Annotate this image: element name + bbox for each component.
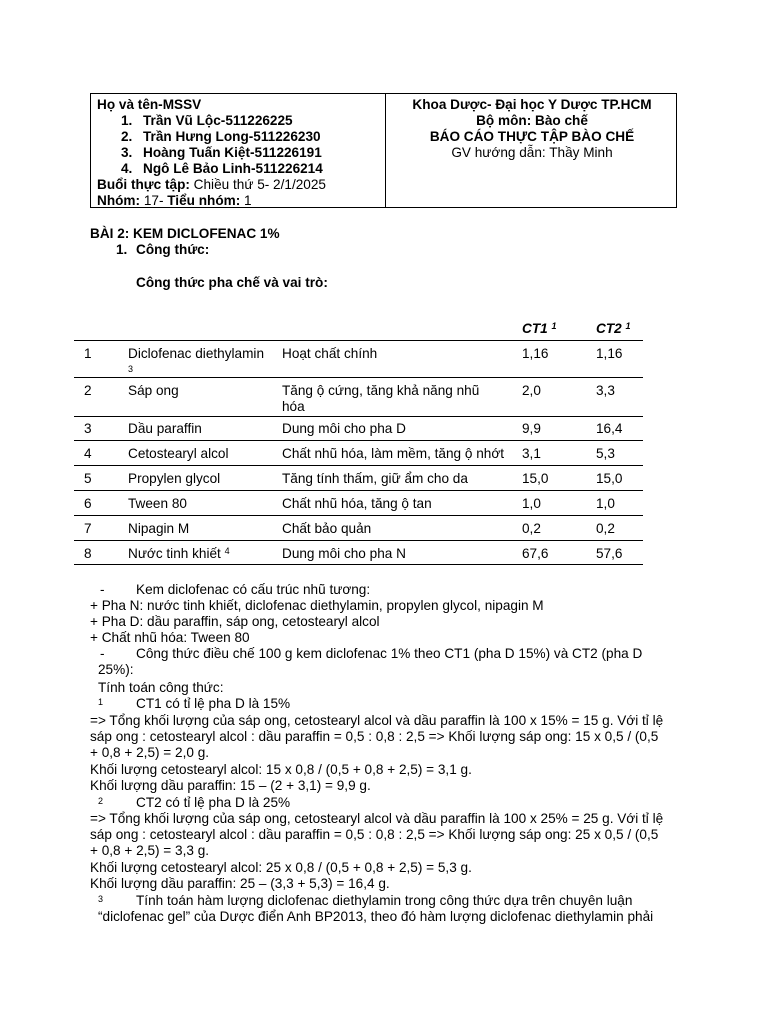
header-left-title: Họ và tên-MSSV xyxy=(97,97,202,112)
pha-n-line: + Pha N: nước tinh khiết, diclofenac diethylamin, propylen glycol, nipagin M xyxy=(90,598,544,613)
row-4-ct2: 5,3 xyxy=(596,446,615,461)
member-4-num: 4. xyxy=(121,161,133,176)
row-1-ct1: 1,16 xyxy=(522,346,549,361)
row-7-no: 7 xyxy=(84,521,92,536)
row-3-name: Dầu paraffin xyxy=(128,421,202,436)
row-2-role-line2: hóa xyxy=(282,399,305,414)
row-2-ct1: 2,0 xyxy=(522,383,541,398)
member-2-num: 2. xyxy=(121,129,133,144)
member-1-name: Trần Vũ Lộc-511226225 xyxy=(143,113,293,128)
table-rule-6 xyxy=(74,515,643,516)
ct2-line-1: => Tổng khối lượng của sáp ong, cetostearyl alcol và dầu paraffin là 100 x 25% = 25 g. Với tỉ lệ xyxy=(90,811,664,826)
ct1-line-2: sáp ong : cetostearyl alcol : dầu paraffin = 0,5 : 0,8 : 2,5 => Khối lượng sáp ong: 15 x 0,5 / (0,5 xyxy=(90,729,659,744)
row-1-name-note: 3 xyxy=(128,364,134,374)
faculty: Khoa Dược- Đại học Y Dược TP.HCM xyxy=(412,97,652,112)
row-5-name: Propylen glycol xyxy=(128,471,221,486)
header-ct2: CT2 $^1$ xyxy=(596,321,631,336)
ct1-line-3: + 0,8 + 2,5) = 2,0 g. xyxy=(90,745,210,760)
row-6-ct1: 1,0 xyxy=(522,496,541,511)
session-line xyxy=(97,177,326,193)
row-6-no: 6 xyxy=(84,496,92,511)
row-3-ct2: 16,4 xyxy=(596,421,623,436)
ct2-line-2: sáp ong : cetostearyl alcol : dầu paraffin = 0,5 : 0,8 : 2,5 => Khối lượng sáp ong: 25 x 0,5 / (0,5 xyxy=(90,827,659,842)
row-8-ct1: 67,6 xyxy=(522,546,549,561)
session-value: Chiều thứ 5- 2/1/2025 xyxy=(189,177,326,192)
header-ct1: CT1 $^1$ xyxy=(522,321,557,336)
table-rule-1 xyxy=(74,377,643,378)
item-1-number: 1. xyxy=(116,242,128,257)
row-1-no: 1 xyxy=(84,346,92,361)
note-3-line-2: “diclofenac gel” của Dược điển Anh BP2013, theo đó hàm lượng diclofenac diethylamin phải xyxy=(98,909,654,924)
ct1-line-5: Khối lượng dầu paraffin: 15 – (2 + 3,1) = 9,9 g. xyxy=(90,778,371,793)
row-8-ct2: 57,6 xyxy=(596,546,623,561)
row-6-name: Tween 80 xyxy=(128,496,187,511)
row-8-no: 8 xyxy=(84,546,92,561)
bullet-dash-1: - xyxy=(100,582,105,597)
row-2-name: Sáp ong xyxy=(128,383,179,398)
footnote-3-mark: 3 xyxy=(98,894,104,904)
row-4-ct1: 3,1 xyxy=(522,446,541,461)
ct2-line-3: + 0,8 + 2,5) = 3,3 g. xyxy=(90,843,210,858)
note-3-line-1: Tính toán hàm lượng diclofenac diethylamin trong công thức dựa trên chuyên luận xyxy=(136,893,633,908)
row-1-name: Diclofenac diethylamin xyxy=(128,346,265,361)
row-1-ct2: 1,16 xyxy=(596,346,623,361)
group-line xyxy=(97,193,252,209)
bullet-2-line-2: 25%): xyxy=(98,662,134,677)
pha-d-line: + Pha D: dầu paraffin, sáp ong, cetostearyl alcol xyxy=(90,614,380,629)
row-2-no: 2 xyxy=(84,383,92,398)
ct2-line-5: Khối lượng dầu paraffin: 25 – (3,3 + 5,3) = 16,4 g. xyxy=(90,876,390,891)
ct1-line-4: Khối lượng cetostearyl alcol: 15 x 0,8 / (0,5 + 0,8 + 2,5) = 3,1 g. xyxy=(90,762,472,777)
row-7-ct1: 0,2 xyxy=(522,521,541,536)
table-rule-5 xyxy=(74,490,643,491)
table-rule-8 xyxy=(74,564,643,565)
row-2-role: Tăng ộ cứng, tăng khả năng nhũ xyxy=(282,383,480,398)
instructor: GV hướng dẫn: Thầy Minh xyxy=(451,145,613,160)
header-box xyxy=(90,93,677,208)
row-7-ct2: 0,2 xyxy=(596,521,615,536)
ct2-line-4: Khối lượng cetostearyl alcol: 25 x 0,8 / (0,5 + 0,8 + 2,5) = 5,3 g. xyxy=(90,860,472,875)
group-value: 17- xyxy=(140,193,168,208)
row-4-no: 4 xyxy=(84,446,92,461)
table-rule-0 xyxy=(74,340,643,341)
footnote-1-mark: 1 xyxy=(98,697,104,707)
ct1-line-1: => Tổng khối lượng của sáp ong, cetostearyl alcol và dầu paraffin là 100 x 15% = 15 g. Với tỉ lệ xyxy=(90,713,664,728)
subgroup-label: Tiểu nhóm: xyxy=(167,193,241,208)
member-3-num: 3. xyxy=(121,145,133,160)
member-2-name: Trần Hưng Long-511226230 xyxy=(143,129,321,144)
bullet-2-line-1: Công thức điều chế 100 g kem diclofenac 1% theo CT1 (pha D 15%) và CT2 (pha D xyxy=(136,646,643,661)
table-rule-7 xyxy=(74,540,643,541)
table-rule-3 xyxy=(74,440,643,441)
calc-title: Tính toán công thức: xyxy=(98,680,224,695)
subgroup-value: 1 xyxy=(240,193,252,208)
member-3-name: Hoàng Tuấn Kiệt-511226191 xyxy=(143,145,322,160)
row-8-role: Dung môi cho pha N xyxy=(282,546,406,561)
group-label: Nhóm: xyxy=(97,193,141,208)
table-rule-2 xyxy=(74,416,643,417)
row-6-ct2: 1,0 xyxy=(596,496,615,511)
member-1-num: 1. xyxy=(121,113,133,128)
bullet-1: Kem diclofenac có cấu trúc nhũ tương: xyxy=(136,582,371,597)
row-5-ct2: 15,0 xyxy=(596,471,623,486)
row-5-role: Tăng tính thấm, giữ ẩm cho da xyxy=(282,471,468,486)
ct2-heading: CT2 có tỉ lệ pha D là 25% xyxy=(136,795,291,810)
item-1-label: Công thức: xyxy=(136,242,210,257)
row-5-ct1: 15,0 xyxy=(522,471,549,486)
row-3-role: Dung môi cho pha D xyxy=(282,421,406,436)
row-4-name: Cetostearyl alcol xyxy=(128,446,229,461)
row-4-role: Chất nhũ hóa, làm mềm, tăng ộ nhớt xyxy=(282,446,505,461)
formula-subtitle: Công thức pha chế và vai trò: xyxy=(136,275,328,290)
row-6-role: Chất nhũ hóa, tăng ộ tan xyxy=(282,496,432,511)
row-7-role: Chất bảo quản xyxy=(282,521,372,536)
row-1-role: Hoạt chất chính xyxy=(282,346,378,361)
session-label: Buổi thực tập: xyxy=(97,177,190,192)
report-title: BÁO CÁO THỰC TẬP BÀO CHẾ xyxy=(429,129,635,144)
row-8-name: Nước tinh khiết $^4$ xyxy=(128,546,230,561)
row-3-no: 3 xyxy=(84,421,92,436)
bullet-dash-2: - xyxy=(100,646,105,661)
row-7-name: Nipagin M xyxy=(128,521,190,536)
row-3-ct1: 9,9 xyxy=(522,421,541,436)
table-rule-4 xyxy=(74,465,643,466)
row-2-ct2: 3,3 xyxy=(596,383,615,398)
row-5-no: 5 xyxy=(84,471,92,486)
footnote-2-mark: 2 xyxy=(98,796,104,806)
section-title: BÀI 2: KEM DICLOFENAC 1% xyxy=(90,226,280,241)
department: Bộ môn: Bào chế xyxy=(476,113,588,128)
emulsifier-line: + Chất nhũ hóa: Tween 80 xyxy=(90,630,250,645)
member-4-name: Ngô Lê Bảo Linh-511226214 xyxy=(143,161,323,176)
ct1-heading: CT1 có tỉ lệ pha D là 15% xyxy=(136,696,291,711)
